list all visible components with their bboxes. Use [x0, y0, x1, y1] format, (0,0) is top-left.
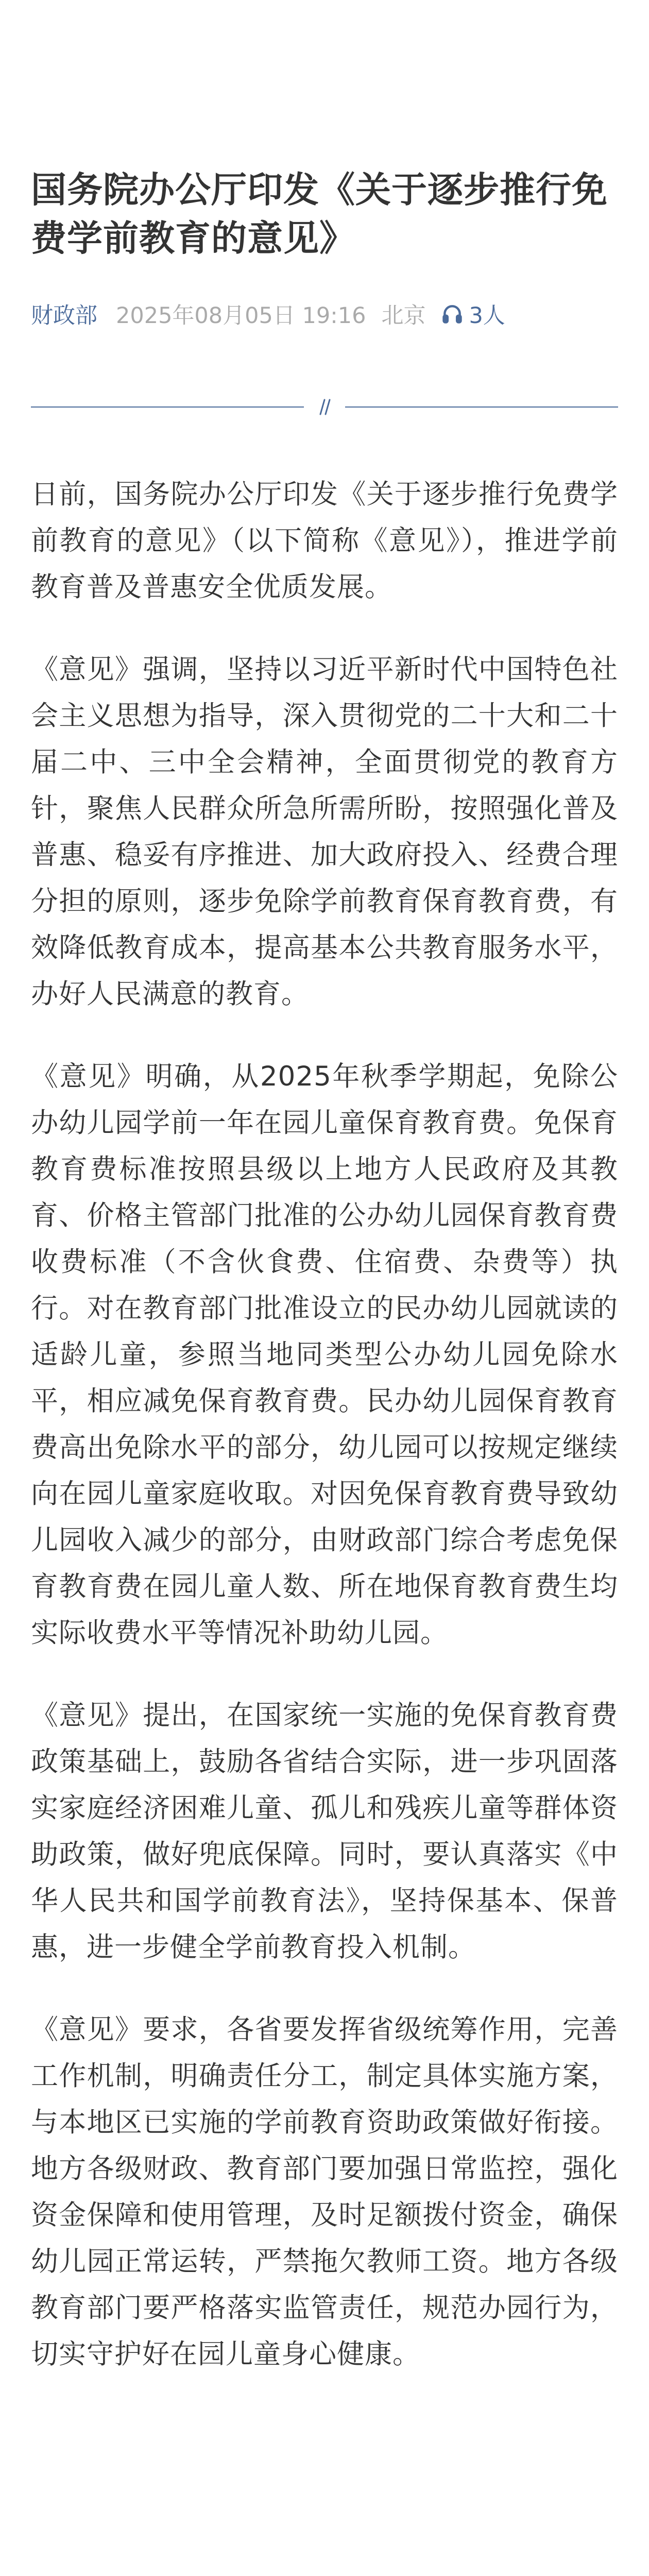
article-location: 北京 — [381, 302, 426, 329]
article-source[interactable]: 财政部 — [31, 302, 97, 329]
article-paragraph: 《意见》提出，在国家统一实施的免保育教育费政策基础上，鼓励各省结合实际，进一步巩固落实家庭经济困难儿童、孤儿和残疾儿童等群体资助政策，做好兜底保障。同时，要认真落实《中华人民共和国学前教育法》，坚持保基本、保普惠，进一步健全学前教育投入机制。 — [31, 1700, 618, 1963]
title-divider — [31, 397, 618, 417]
divider-line-right — [345, 406, 618, 408]
listen-button[interactable] — [441, 298, 505, 330]
article-meta — [31, 295, 505, 332]
headphones-icon — [441, 302, 464, 325]
double-slash-divider-icon — [313, 397, 336, 417]
listener-count: 3人 — [469, 302, 505, 329]
article-paragraph: 《意见》强调，坚持以习近平新时代中国特色社会主义思想为指导，深入贯彻党的二十大和二十届二中、三中全会精神，全面贯彻党的教育方针，聚焦人民群众所急所需所盼，按照强化普及普惠、稳妥有序推进、加大政府投入、经费合理分担的原则，逐步免除学前教育保育教育费，有效降低教育成本，提高基本公共教育服务水平，办好人民满意的教育。 — [31, 654, 618, 1010]
article-paragraph: 日前，国务院办公厅印发《关于逐步推行免费学前教育的意见》（以下简称《意见》），推进学前教育普及普惠安全优质发展。 — [31, 479, 618, 603]
article-paragraph: 《意见》明确，从2025年秋季学期起，免除公办幼儿园学前一年在园儿童保育教育费。免保育教育费标准按照县级以上地方人民政府及其教育、价格主管部门批准的公办幼儿园保育教育费收费标准（不含伙食费、住宿费、杂费等）执行。对在教育部门批准设立的民办幼儿园就读的适龄儿童，参照当地同类型公办幼儿园免除水平，相应减免保育教育费。民办幼儿园保育教育费高出免除水平的部分，幼儿园可以按规定继续向在园儿童家庭收取。对因免保育教育费导致幼儿园收入减少的部分，由财政部门综合考虑免保育教育费在园儿童人数、所在地保育教育费生均实际收费水平等情况补助幼儿园。 — [31, 1061, 618, 1649]
divider-line-left — [31, 406, 304, 408]
article-body — [31, 471, 618, 2414]
article-title: 国务院办公厅印发《关于逐步推行免费学前教育的意见》 — [31, 170, 608, 259]
article-datetime: 2025年08月05日 19:16 — [116, 302, 366, 329]
article-paragraph: 《意见》要求，各省要发挥省级统筹作用，完善工作机制，明确责任分工，制定具体实施方案，与本地区已实施的学前教育资助政策做好衔接。地方各级财政、教育部门要加强日常监控，强化资金保障和使用管理，及时足额拨付资金，确保幼儿园正常运转，严禁拖欠教师工资。地方各级教育部门要严格落实监管责任，规范办园行为，切实守护好在园儿童身心健康。 — [31, 2014, 618, 2370]
